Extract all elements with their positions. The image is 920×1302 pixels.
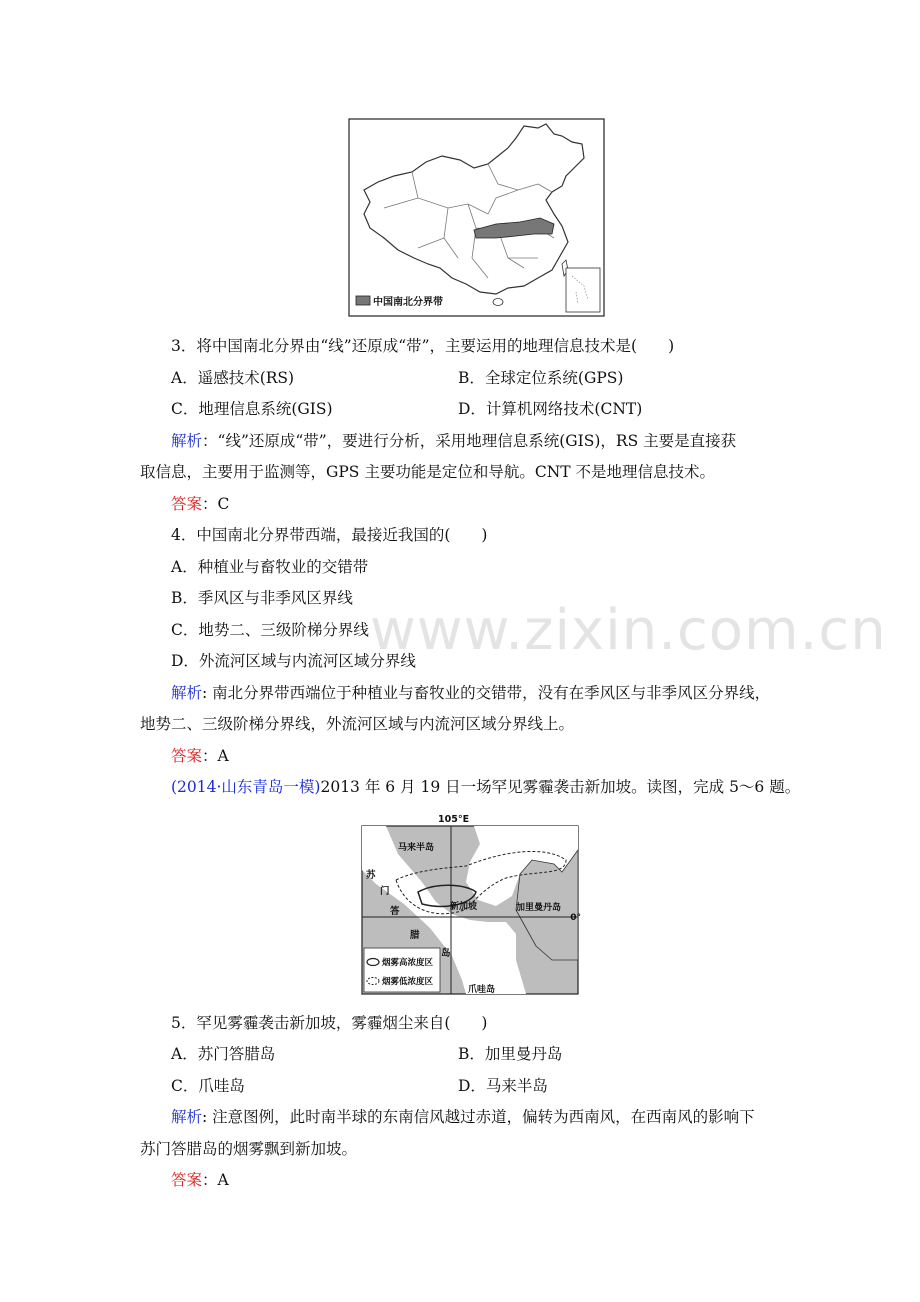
source-label: (2014·山东青岛一模) bbox=[171, 778, 321, 796]
watermark: www.zixin.com.cn bbox=[370, 598, 887, 663]
q4-analysis-line2: 地势二、三级阶梯分界线，外流河区域与内流河区域分界线上。 bbox=[140, 715, 575, 733]
q3-stem: 3．将中国南北分界由“线”还原成“带”，主要运用的地理信息技术是( ) bbox=[171, 337, 675, 355]
q5-answer: 答案：A bbox=[171, 1171, 229, 1189]
analysis-label: 解析 bbox=[171, 432, 203, 450]
answer-label: 答案 bbox=[171, 495, 203, 513]
q3-answer: 答案：C bbox=[171, 495, 230, 513]
malay-peninsula-label: 马来半岛 bbox=[398, 843, 435, 853]
sumatra-char-5: 岛 bbox=[441, 948, 451, 959]
q3-analysis-line1: 解析：“线”还原成“带”，要进行分析，采用地理信息系统(GIS)，RS 主要是直接获 bbox=[171, 432, 737, 450]
legend-swatch bbox=[356, 296, 370, 305]
q3-analysis-line2: 取信息，主要用于监测等，GPS 主要功能是定位和导航。CNT 不是地理信息技术。 bbox=[140, 463, 716, 481]
legend-high-label: 烟雾高浓度区 bbox=[382, 958, 434, 968]
sumatra-char-4: 腊 bbox=[410, 930, 420, 941]
sumatra-char-2: 门 bbox=[380, 886, 390, 897]
legend-low-label: 烟雾低浓度区 bbox=[382, 977, 434, 987]
q5-option-a: A．苏门答腊岛 bbox=[171, 1045, 276, 1063]
q5-analysis-line1: 解析: 注意图例，此时南半球的东南信风越过赤道，偏转为西南风，在西南风的影响下 bbox=[171, 1108, 755, 1126]
q3-option-a: A．遥感技术(RS) bbox=[171, 369, 295, 387]
analysis-label: 解析 bbox=[171, 1108, 203, 1126]
q5-stem: 5．罕见雾霾袭击新加坡，雾霾烟尘来自( ) bbox=[171, 1014, 488, 1032]
hainan-island bbox=[493, 299, 503, 306]
q5-option-b: B．加里曼丹岛 bbox=[458, 1045, 563, 1063]
answer-label: 答案 bbox=[171, 747, 203, 765]
legend-label: 中国南北分界带 bbox=[373, 297, 443, 308]
analysis-label: 解析 bbox=[171, 684, 203, 702]
q5-analysis-line2: 苏门答腊岛的烟雾飘到新加坡。 bbox=[140, 1140, 358, 1158]
singapore-label: 新加坡 bbox=[450, 902, 478, 912]
longitude-label: 105°E bbox=[438, 814, 470, 825]
singapore-haze-map-figure bbox=[356, 810, 582, 998]
q4-option-d: D．外流河区域与内流河区域分界线 bbox=[171, 652, 416, 670]
south-sea-inset bbox=[566, 268, 600, 312]
q4-analysis-line1: 解析: 南北分界带西端位于种植业与畜牧业的交错带，没有在季风区与非季风区分界线， bbox=[171, 684, 771, 702]
q5-6-intro: (2014·山东青岛一模)2013 年 6 月 19 日一场罕见雾霾袭击新加坡。读图，完成 5～6 题。 bbox=[171, 778, 801, 796]
q3-option-c: C．地理信息系统(GIS) bbox=[171, 400, 333, 418]
q3-option-b: B．全球定位系统(GPS) bbox=[458, 369, 624, 387]
q4-option-c: C．地势二、三级阶梯分界线 bbox=[171, 621, 369, 639]
q4-option-a: A．种植业与畜牧业的交错带 bbox=[171, 558, 369, 576]
java-label: 爪哇岛 bbox=[468, 985, 496, 995]
q5-option-c: C．爪哇岛 bbox=[171, 1077, 245, 1095]
kalimantan-label: 加里曼丹岛 bbox=[516, 903, 562, 913]
sumatra-char-3: 答 bbox=[390, 906, 400, 917]
q4-answer: 答案：A bbox=[171, 747, 229, 765]
q5-option-d: D．马来半岛 bbox=[458, 1077, 548, 1095]
equator-label: 0° bbox=[570, 913, 581, 923]
china-map-figure bbox=[348, 118, 606, 318]
answer-label: 答案 bbox=[171, 1171, 203, 1189]
q4-stem: 4．中国南北分界带西端，最接近我国的( ) bbox=[171, 526, 488, 544]
sumatra-char-1: 苏 bbox=[366, 870, 376, 881]
q3-option-d: D．计算机网络技术(CNT) bbox=[458, 400, 643, 418]
q4-option-b: B．季风区与非季风区界线 bbox=[171, 589, 353, 607]
